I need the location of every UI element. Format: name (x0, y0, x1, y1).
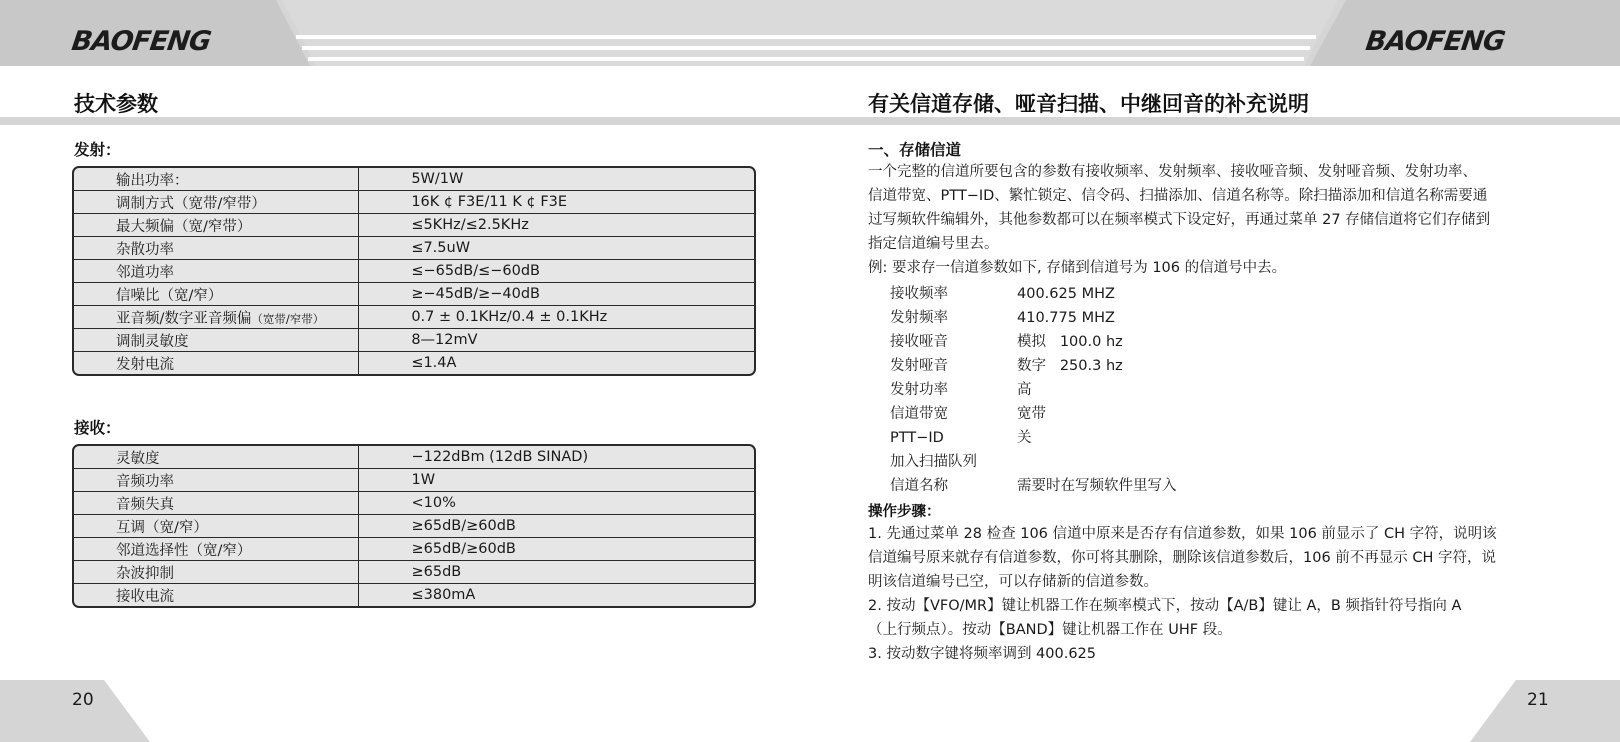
brand-logo-left: BAOFENG (69, 26, 213, 57)
spec-value: 16K ¢ F3E/11 K ¢ F3E (359, 191, 754, 214)
transmit-spec-table (72, 166, 756, 376)
text-line: （上行频点）。按动【BAND】键让机器工作在 UHF 段。 (868, 622, 1232, 638)
example-value: 模拟 100.0 hz (1017, 334, 1123, 350)
spec-value: 0.7 ± 0.1KHz/0.4 ± 0.1KHz (359, 306, 754, 329)
spec-key: 信噪比（宽/窄） (74, 283, 359, 306)
table-row (74, 237, 754, 260)
spec-value: ≤5KHz/≤2.5KHz (359, 214, 754, 237)
example-key: 发射功率 (890, 382, 948, 398)
table-row (74, 168, 754, 191)
spec-key: 最大频偏（宽/窄带） (74, 214, 359, 237)
example-key: 发射频率 (890, 310, 948, 326)
spec-value: ≥65dB/≥60dB (359, 515, 754, 538)
spec-key: 接收电流 (74, 584, 359, 606)
spec-key: 互调（宽/窄） (74, 515, 359, 538)
text-line: 信道带宽、PTT−ID、繁忙锁定、信令码、扫描添加、信道名称等。除扫描添加和信道名称需要通 (868, 188, 1488, 204)
steps-paragraph (868, 522, 1548, 666)
spec-key: 杂散功率 (74, 237, 359, 260)
text-line: 2. 按动【VFO/MR】键让机器工作在频率模式下，按动【A/B】键让 A，B 频指针符号指向 A (868, 598, 1462, 614)
spec-key: 灵敏度 (74, 446, 359, 469)
page-number-left: 20 (72, 690, 94, 710)
receive-spec-table (72, 444, 756, 608)
spec-key: 调制方式（宽带/窄带） (74, 191, 359, 214)
example-value: 400.625 MHZ (1017, 286, 1115, 302)
intro-paragraph (868, 160, 1548, 280)
spec-value: ≤1.4A (411, 355, 457, 371)
spec-value: ≥65dB/≥60dB (359, 538, 754, 561)
header-stripe (296, 35, 1316, 39)
spec-value: ≤7.5uW (359, 237, 754, 260)
table-row (74, 492, 754, 515)
table-row (74, 446, 754, 469)
example-key: 信道名称 (890, 478, 948, 494)
page-number-right: 21 (1527, 690, 1549, 710)
table-row (74, 191, 754, 214)
example-value: 宽带 (1017, 406, 1046, 422)
spec-value: ≥65dB (359, 561, 754, 584)
steps-title: 操作步骤： (868, 504, 941, 520)
example-key: 发射哑音 (890, 358, 948, 374)
brand-logo-right: BAOFENG (1363, 26, 1507, 57)
spec-value: ≤380mA (411, 587, 476, 603)
text-line: 明该信道编号已空，可以存储新的信道参数。 (868, 574, 1158, 590)
example-line: 例: 要求存一信道参数如下, 存储到信道号为 106 的信道号中去。 (868, 260, 1287, 276)
spec-value: ≥−45dB/≥−40dB (359, 283, 754, 306)
spec-key: 音频失真 (74, 492, 359, 515)
spec-value: −122dBm (12dB SINAD) (359, 446, 754, 469)
text-line: 过写频软件编辑外，其他参数都可以在频率模式下设定好，再通过菜单 27 存储信道将它们存储到 (868, 212, 1491, 228)
example-value: 410.775 MHZ (1017, 310, 1115, 326)
spec-value: 1W (359, 469, 754, 492)
left-page-title: 技术参数 (74, 92, 158, 116)
spec-key: 发射电流 (74, 352, 359, 374)
spec-key: 音频功率 (74, 469, 359, 492)
right-page-title: 有关信道存储、哑音扫描、中继回音的补充说明 (868, 92, 1309, 116)
table-row (74, 329, 754, 352)
example-value: 数字 250.3 hz (1017, 358, 1123, 374)
spec-value: ≤−65dB/≤−60dB (359, 260, 754, 283)
spec-key (74, 306, 359, 329)
table-row (74, 584, 754, 606)
table-row (74, 260, 754, 283)
table-row (74, 538, 754, 561)
text-line: 一个完整的信道所要包含的参数有接收频率、发射频率、接收哑音频、发射哑音频、发射功率、 (868, 164, 1477, 180)
spec-key-main: 亚音频/数字亚音频偏 (116, 310, 252, 327)
example-key: 信道带宽 (890, 406, 948, 422)
table-row (74, 214, 754, 237)
transmit-label: 发射： (74, 141, 121, 159)
text-line: 信道编号原来就存有信道参数，你可将其删除，删除该信道参数后，106 前不再显示 CH 字符，说 (868, 550, 1497, 566)
table-row (74, 515, 754, 538)
spec-key: 调制灵敏度 (74, 329, 359, 352)
text-line: 1. 先通过菜单 28 检查 106 信道中原来是否存有信道参数，如果 106 前显示了 CH 字符，说明该 (868, 526, 1497, 542)
example-key: 加入扫描队列 (890, 454, 977, 470)
section-title-storage: 一、存储信道 (868, 141, 962, 159)
spec-value: 5W/1W (359, 168, 754, 191)
table-row (74, 469, 754, 492)
table-row (74, 283, 754, 306)
example-value: 需要时在写频软件里写入 (1017, 478, 1177, 494)
spec-key: 邻道选择性（宽/窄） (74, 538, 359, 561)
spec-key: 邻道功率 (74, 260, 359, 283)
example-key: 接收哑音 (890, 334, 948, 350)
spec-key: 杂波抑制 (74, 561, 359, 584)
spec-value: <10% (359, 492, 754, 515)
text-line: 3. 按动数字键将频率调到 400.625 (868, 646, 1097, 662)
spec-key: 输出功率： (74, 168, 359, 191)
header-stripe (302, 46, 1310, 50)
spec-key-note: （宽带/窄带） (251, 311, 325, 326)
example-value: 高 (1017, 382, 1032, 398)
table-row (74, 561, 754, 584)
receive-label: 接收： (74, 419, 121, 437)
spec-value: 8—12mV (359, 329, 754, 352)
table-row (74, 306, 754, 329)
title-bar (0, 117, 1620, 125)
footer-decoration (0, 680, 1620, 742)
example-key: PTT−ID (890, 430, 944, 446)
text-line: 指定信道编号里去。 (868, 236, 999, 252)
example-value: 关 (1017, 430, 1032, 446)
table-row (74, 352, 754, 374)
example-key: 接收频率 (890, 286, 948, 302)
header-stripe (308, 57, 1304, 61)
